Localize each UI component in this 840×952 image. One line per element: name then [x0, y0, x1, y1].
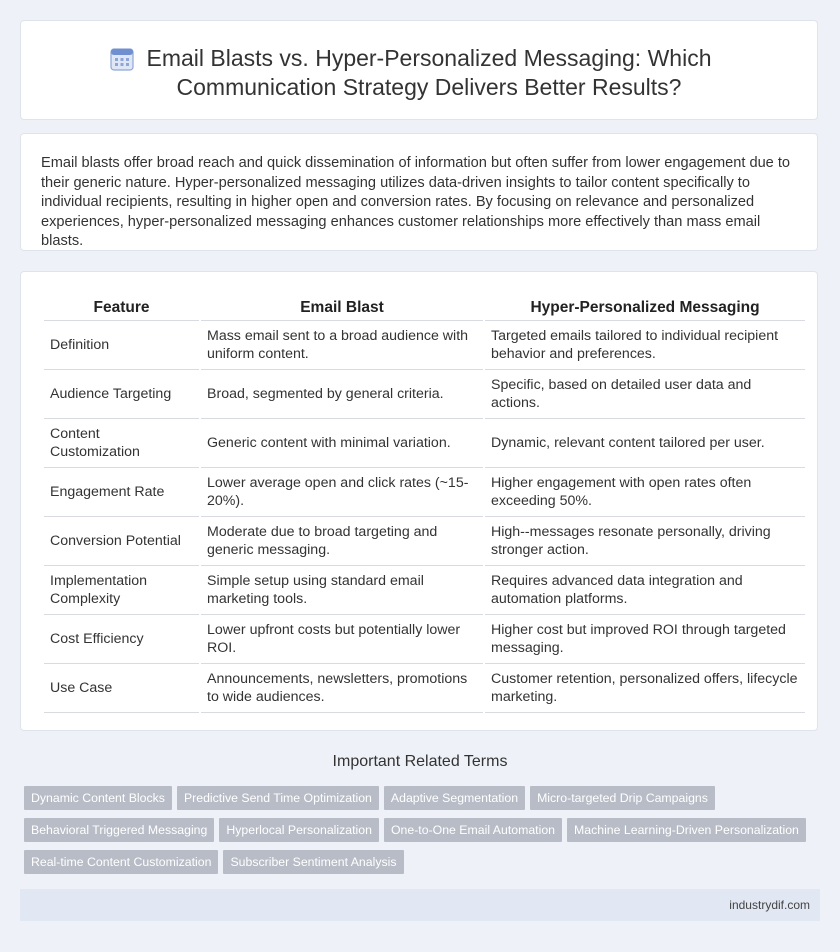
table-row	[44, 566, 805, 615]
hyper-personalized-cell: Requires advanced data integration and automation platforms.	[485, 566, 805, 615]
email-blast-cell: Announcements, newsletters, promotions to wide audiences.	[201, 664, 483, 713]
related-term-tag[interactable]: Micro-targeted Drip Campaigns	[530, 786, 715, 810]
table-row	[44, 615, 805, 664]
related-terms-list	[24, 786, 824, 882]
related-term-tag[interactable]: Subscriber Sentiment Analysis	[223, 850, 403, 874]
hyper-personalized-cell: Higher engagement with open rates often exceeding 50%.	[485, 468, 805, 517]
feature-cell: Audience Targeting	[44, 370, 199, 419]
footer	[20, 889, 820, 921]
email-blast-cell: Moderate due to broad targeting and generic messaging.	[201, 517, 483, 566]
header-email-blast: Email Blast	[201, 296, 483, 321]
hyper-personalized-cell: High--messages resonate personally, driving stronger action.	[485, 517, 805, 566]
table-row	[44, 370, 805, 419]
hyper-personalized-cell: Targeted emails tailored to individual recipient behavior and preferences.	[485, 321, 805, 370]
comparison-table-card	[20, 271, 818, 731]
feature-cell: Use Case	[44, 664, 199, 713]
related-term-tag[interactable]: Machine Learning-Driven Personalization	[567, 818, 806, 842]
feature-cell: Definition	[44, 321, 199, 370]
email-blast-cell: Lower upfront costs but potentially lower ROI.	[201, 615, 483, 664]
table-row	[44, 664, 805, 713]
table-row	[44, 419, 805, 468]
related-term-tag[interactable]: Real-time Content Customization	[24, 850, 218, 874]
hyper-personalized-cell: Dynamic, relevant content tailored per user.	[485, 419, 805, 468]
email-blast-cell: Simple setup using standard email marketing tools.	[201, 566, 483, 615]
feature-cell: Conversion Potential	[44, 517, 199, 566]
header-feature: Feature	[44, 296, 199, 321]
related-term-tag[interactable]: Hyperlocal Personalization	[219, 818, 379, 842]
header-hyper-personalized: Hyper-Personalized Messaging	[485, 296, 805, 321]
email-blast-cell: Mass email sent to a broad audience with uniform content.	[201, 321, 483, 370]
feature-cell: Implementation Complexity	[44, 566, 199, 615]
summary-card	[20, 133, 818, 251]
feature-cell: Cost Efficiency	[44, 615, 199, 664]
table-row	[44, 517, 805, 566]
related-term-tag[interactable]: Adaptive Segmentation	[384, 786, 525, 810]
table-row	[44, 468, 805, 517]
email-blast-cell: Generic content with minimal variation.	[201, 419, 483, 468]
comparison-table	[42, 296, 807, 713]
feature-cell: Content Customization	[44, 419, 199, 468]
title-card	[20, 20, 818, 120]
table-header-row	[44, 296, 805, 321]
summary-text: Email blasts offer broad reach and quick dissemination of information but often suffer from lower engagement due to their generic nature. Hyper-personalized messaging utilizes data-driven insights to tailor content specifically to individual recipients, resulting in higher open and conversion rates. By focusing on relevance and personalized experiences, hyper-personalized messaging enhances customer relationships more effectively than mass email blasts.	[41, 155, 791, 249]
related-term-tag[interactable]: Behavioral Triggered Messaging	[24, 818, 214, 842]
hyper-personalized-cell: Higher cost but improved ROI through targeted messaging.	[485, 615, 805, 664]
footer-site-link[interactable]: industrydif.com	[729, 898, 810, 912]
related-terms-title: Important Related Terms	[332, 753, 508, 770]
email-blast-cell: Broad, segmented by general criteria.	[201, 370, 483, 419]
feature-cell: Engagement Rate	[44, 468, 199, 517]
email-blast-cell: Lower average open and click rates (~15-20%).	[201, 468, 483, 517]
page-title: Email Blasts vs. Hyper-Personalized Messaging: Which Communication Strategy Delivers Better Results?	[146, 45, 712, 100]
table-row	[44, 321, 805, 370]
related-term-tag[interactable]: Predictive Send Time Optimization	[177, 786, 379, 810]
related-term-tag[interactable]: One-to-One Email Automation	[384, 818, 562, 842]
hyper-personalized-cell: Customer retention, personalized offers, lifecycle marketing.	[485, 664, 805, 713]
related-term-tag[interactable]: Dynamic Content Blocks	[24, 786, 172, 810]
hyper-personalized-cell: Specific, based on detailed user data and actions.	[485, 370, 805, 419]
